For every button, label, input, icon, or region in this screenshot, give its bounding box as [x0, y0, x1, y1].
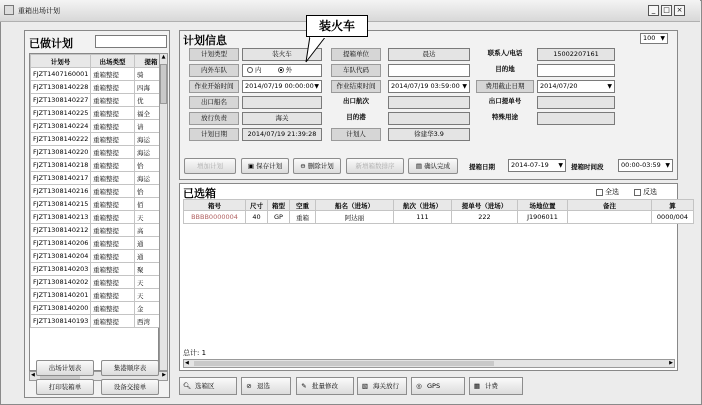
scroll-right-icon[interactable]: ▶	[669, 360, 673, 366]
undo-icon: ⊘	[246, 382, 252, 390]
port-sequence-report-button[interactable]: 集港顺序表	[101, 360, 159, 376]
plan-cell: 天	[135, 211, 168, 224]
plan-row[interactable]	[31, 120, 168, 133]
plan-cell: FJZT1308140203	[31, 263, 91, 276]
pickup-time-select[interactable]: 00:00-03:59 ▼	[618, 159, 673, 172]
plan-cell: 重箱整提	[91, 263, 135, 276]
plan-table	[30, 54, 168, 328]
plan-cell: 重箱整提	[91, 68, 135, 81]
pickup-date-label: 提箱日期	[469, 163, 495, 171]
minimize-icon[interactable]: _	[648, 5, 659, 16]
add-plan-button[interactable]: 增加计划	[184, 158, 236, 174]
billing-icon: ▦	[473, 382, 481, 390]
plan-row[interactable]	[31, 289, 168, 302]
plan-cell: 天	[135, 276, 168, 289]
container-cell: 222	[452, 211, 518, 224]
container-cell: 阿达丽	[316, 211, 394, 224]
selected-table-header[interactable]: 航次（进场）	[394, 200, 452, 211]
plan-cell: 福全	[135, 107, 168, 120]
invert-selection-checkbox[interactable]: 反选	[634, 187, 657, 197]
edit-icon: ✎	[301, 382, 307, 390]
container-cell: 40	[246, 211, 268, 224]
dest-port-field[interactable]	[388, 112, 470, 125]
plan-row[interactable]	[31, 211, 168, 224]
dest-port-label: 目的港	[346, 113, 366, 121]
plan-row[interactable]	[31, 263, 168, 276]
selected-grid	[183, 199, 689, 224]
equipment-handover-button[interactable]: 设备交接单	[101, 379, 159, 395]
plan-table-header[interactable]: 提箱	[135, 55, 168, 68]
plan-row[interactable]	[31, 94, 168, 107]
plan-cell: FJZT1308140218	[31, 159, 91, 172]
container-cell: GP	[268, 211, 290, 224]
customs-icon: ▧	[361, 382, 369, 390]
gps-icon: ◎	[416, 382, 422, 390]
tab-customs-release[interactable]: ▧ 海关放行	[357, 377, 407, 395]
selected-table-header[interactable]: 船名（进场）	[316, 200, 394, 211]
hscroll-thumb[interactable]	[194, 361, 494, 366]
radio-in[interactable]: 内	[247, 66, 262, 74]
plan-cell: 重箱整提	[91, 146, 135, 159]
plan-table-header[interactable]: 出场类型	[91, 55, 135, 68]
export-voyage-field[interactable]	[388, 96, 470, 109]
destination-field[interactable]	[537, 64, 615, 77]
plan-cell: 恰	[135, 185, 168, 198]
pickup-company-field[interactable]: 晨达	[388, 48, 470, 61]
selected-table-header[interactable]: 箱号	[184, 200, 246, 211]
contact-phone-label: 联系人/电话	[487, 49, 523, 57]
fee-deadline-label: 费用截止日期	[476, 80, 534, 93]
plan-date-label: 计划日期	[189, 128, 239, 141]
selected-table-header[interactable]: 场地位置	[518, 200, 568, 211]
plan-cell: FJZT1308140220	[31, 146, 91, 159]
plan-cell: FJZT1308140215	[31, 198, 91, 211]
selected-table-header[interactable]: 尺寸	[246, 200, 268, 211]
plan-cell: 重箱整提	[91, 276, 135, 289]
scroll-right-icon[interactable]: ▶	[162, 372, 166, 378]
plan-row[interactable]	[31, 159, 168, 172]
plan-cell: 重箱整提	[91, 185, 135, 198]
release-by-field[interactable]: 海关	[242, 112, 322, 125]
pickup-time-label: 提箱时间段	[571, 163, 604, 171]
radio-out[interactable]: 外	[278, 66, 293, 74]
plan-row[interactable]	[31, 224, 168, 237]
fleet-type-label: 内外车队	[189, 64, 239, 77]
plan-cell: 重箱整提	[91, 302, 135, 315]
plan-cell: 西湾	[135, 315, 168, 328]
plan-cell: 重箱整提	[91, 81, 135, 94]
plan-cell: 四海	[135, 81, 168, 94]
selected-title: 已选箱	[183, 187, 216, 200]
plan-cell: 重箱整提	[91, 198, 135, 211]
plan-cell: 重箱整提	[91, 120, 135, 133]
plan-cell: 重箱整提	[91, 315, 135, 328]
plan-row[interactable]	[31, 172, 168, 185]
scroll-left-icon[interactable]: ◀	[31, 372, 35, 378]
fleet-code-field[interactable]	[388, 64, 470, 77]
container-cell: J1906011	[518, 211, 568, 224]
planner-label: 计划人	[331, 128, 381, 141]
selected-table-header[interactable]: 提单号（进场）	[452, 200, 518, 211]
fleet-code-label: 车队代码	[331, 64, 381, 77]
container-cell: 111	[394, 211, 452, 224]
plan-date-field[interactable]: 2014/07/19 21:39:28	[242, 128, 322, 141]
plan-cell: 重箱整提	[91, 237, 135, 250]
plan-cell: 重箱整提	[91, 172, 135, 185]
container-cell: 重箱	[290, 211, 316, 224]
plan-row[interactable]	[31, 302, 168, 315]
plan-cell: 重箱整提	[91, 159, 135, 172]
plan-cell: 优	[135, 94, 168, 107]
tab-gps[interactable]: ◎ GPS	[411, 377, 465, 395]
pickup-date-picker[interactable]: 2014-07-19 ▼	[508, 159, 566, 172]
destination-label: 目的地	[495, 65, 515, 73]
plan-cell: FJZT1308140224	[31, 120, 91, 133]
plan-row[interactable]	[31, 250, 168, 263]
plan-row[interactable]	[31, 315, 168, 328]
delete-plan-button[interactable]: ⊖ 删除计划	[293, 158, 341, 174]
plan-cell: FJZT1407160001	[31, 68, 91, 81]
plan-cell: 重箱整提	[91, 211, 135, 224]
plan-cell: 通	[135, 237, 168, 250]
scroll-up-icon[interactable]: ▲	[161, 54, 166, 60]
plan-cell: 海运	[135, 172, 168, 185]
plan-cell: FJZT1308140217	[31, 172, 91, 185]
plan-cell: 天	[135, 289, 168, 302]
plan-cell: 海运	[135, 146, 168, 159]
fee-deadline-picker[interactable]: 2014/07/20 ▼	[537, 80, 615, 93]
plan-cell: FJZT1308140200	[31, 302, 91, 315]
work-start-picker[interactable]: 2014/07/19 00:00:00 ▼	[242, 80, 322, 93]
plan-row[interactable]	[31, 81, 168, 94]
left-pane-title: 已做计划	[29, 37, 73, 50]
plan-cell: 高	[135, 224, 168, 237]
plan-type-field[interactable]: 装火车	[242, 48, 322, 61]
plan-cell: FJZT1308140227	[31, 94, 91, 107]
selected-table-header[interactable]: 算	[652, 200, 694, 211]
plan-cell: FJZT1308140212	[31, 224, 91, 237]
plan-cell: 重箱整提	[91, 250, 135, 263]
contact-phone-field[interactable]: 15002207161	[537, 48, 615, 61]
scroll-left-icon[interactable]: ◀	[185, 360, 189, 366]
fleet-type-radio-group	[242, 64, 322, 77]
tab-batch-edit[interactable]: ✎ 批量修改	[296, 377, 354, 395]
total-count: 总计: 1	[183, 349, 207, 357]
plan-cell: 重箱整提	[91, 94, 135, 107]
plan-cell: FJZT1308140228	[31, 81, 91, 94]
export-bl-label: 出口提单号	[488, 97, 522, 105]
export-bl-field[interactable]	[537, 96, 615, 109]
plan-info-title: 计划信息	[183, 34, 227, 47]
save-icon: ▣	[247, 162, 255, 170]
select-all-checkbox[interactable]: 全选	[596, 187, 619, 197]
plan-row[interactable]	[31, 198, 168, 211]
plan-cell: FJZT1308140225	[31, 107, 91, 120]
plan-row[interactable]	[31, 133, 168, 146]
release-by-label: 放行负责	[189, 112, 239, 125]
plan-row[interactable]	[31, 185, 168, 198]
plan-cell: 金	[135, 302, 168, 315]
close-icon[interactable]: ×	[674, 5, 685, 16]
plan-cell: 恰	[135, 159, 168, 172]
magnifier-icon: 🔍︎	[183, 382, 192, 390]
print-packing-list-button[interactable]: 打印装箱单	[36, 379, 94, 395]
plan-row[interactable]	[31, 276, 168, 289]
selected-table-header[interactable]: 备注	[568, 200, 652, 211]
save-plan-button[interactable]: ▣ 保存计划	[241, 158, 289, 174]
confirm-icon: ▤	[415, 162, 423, 170]
plan-cell: 骑	[135, 68, 168, 81]
special-use-label: 特殊用途	[492, 113, 518, 121]
selected-hscrollbar[interactable]	[183, 359, 675, 368]
window-title: 重箱出场计划	[18, 7, 60, 15]
plan-cell: 通	[135, 250, 168, 263]
special-use-field[interactable]	[537, 112, 615, 125]
tab-billing[interactable]: ▦ 计费	[469, 377, 523, 395]
plan-cell: FJZT1308140201	[31, 289, 91, 302]
outbound-plan-report-button[interactable]: 出场计划表	[36, 360, 94, 376]
plan-list	[29, 53, 159, 371]
plan-cell: FJZT1308140213	[31, 211, 91, 224]
plan-cell: FJZT1308140193	[31, 315, 91, 328]
work-end-picker[interactable]: 2014/07/19 03:59:00 ▼	[388, 80, 470, 93]
annotation-callout: 装火车	[306, 15, 368, 37]
work-end-label: 作业结束时间	[331, 80, 381, 93]
plan-search-input[interactable]	[95, 35, 167, 48]
plan-cell: 重箱整提	[91, 107, 135, 120]
plan-cell: 重箱整提	[91, 289, 135, 302]
container-cell: 0000/004	[652, 211, 694, 224]
maximize-icon[interactable]: □	[661, 5, 672, 16]
plan-row[interactable]	[31, 68, 168, 81]
container-cell: BBBB0000004	[184, 211, 246, 224]
selected-table-header[interactable]: 箱型	[268, 200, 290, 211]
work-start-label: 作业开始时间	[189, 80, 239, 93]
plan-type-label: 计划类型	[189, 48, 239, 61]
plan-cell: 重箱整提	[91, 224, 135, 237]
plan-cell: FJZT1308140204	[31, 250, 91, 263]
container-cell	[568, 211, 652, 224]
plan-cell: 请	[135, 120, 168, 133]
plan-row[interactable]	[31, 107, 168, 120]
plan-cell: FJZT1308140216	[31, 185, 91, 198]
confirm-complete-button[interactable]: ▤ 确认完成	[408, 158, 458, 174]
tab-deselect[interactable]: ⊘ 退选	[241, 377, 291, 395]
selected-pane	[179, 183, 689, 371]
plan-cell: 佰	[135, 198, 168, 211]
export-voyage-label: 出口航次	[343, 97, 369, 105]
plan-info-pane	[179, 30, 678, 180]
tab-select-area[interactable]: 🔍︎ 选箱区	[179, 377, 237, 395]
scroll-thumb[interactable]	[160, 64, 167, 104]
zoom-select[interactable]: 100 ▼	[640, 33, 668, 44]
plan-cell: 海运	[135, 133, 168, 146]
plan-cell: FJZT1308140222	[31, 133, 91, 146]
plan-cell: 重箱整提	[91, 133, 135, 146]
container-row[interactable]	[184, 211, 694, 224]
export-vessel-label: 出口船名	[189, 96, 239, 109]
plan-list-vscrollbar[interactable]	[159, 53, 168, 371]
plan-cell: FJZT1308140206	[31, 237, 91, 250]
plan-row[interactable]	[31, 237, 168, 250]
app-icon	[4, 5, 14, 15]
pickup-company-label: 提箱单位	[331, 48, 381, 61]
export-vessel-field[interactable]	[242, 96, 322, 109]
plan-cell: FJZT1308140202	[31, 276, 91, 289]
left-pane	[24, 30, 170, 398]
plan-table-header[interactable]: 计划号	[31, 55, 91, 68]
selected-table	[183, 199, 694, 224]
new-container-sort-button[interactable]: 新增箱数排序	[346, 158, 404, 174]
selected-table-header[interactable]: 空重	[290, 200, 316, 211]
delete-icon: ⊖	[300, 162, 306, 170]
plan-cell: 聚	[135, 263, 168, 276]
planner-field[interactable]: 徐建华3.9	[388, 128, 470, 141]
plan-row[interactable]	[31, 146, 168, 159]
